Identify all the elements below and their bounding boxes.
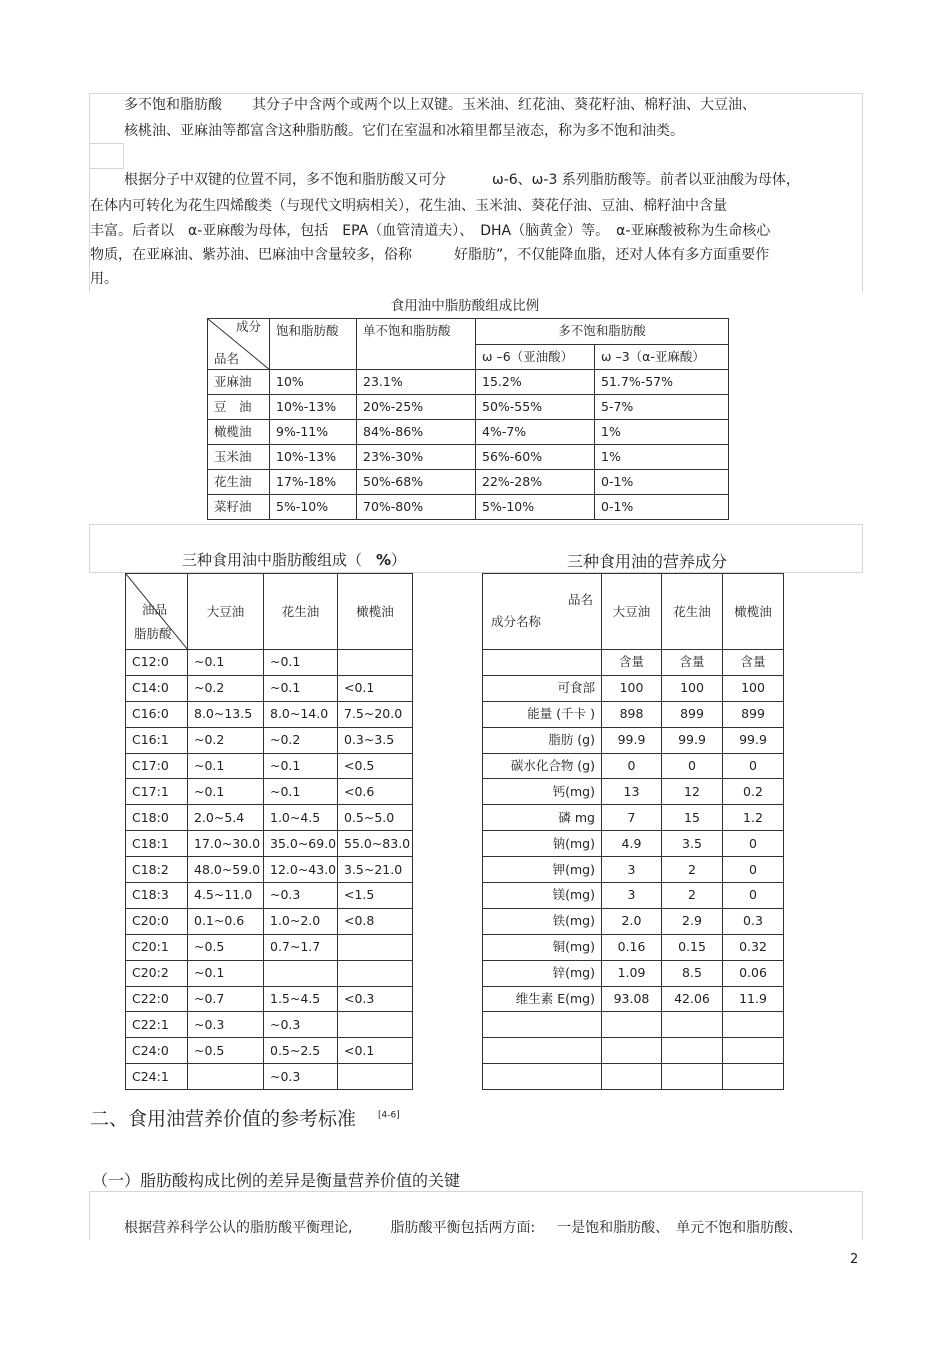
table1-cell: 10%-13% [270,395,357,420]
table3-row-label: 铁(mg) [483,908,602,934]
para2-line-4: 物质，在亚麻油、紫苏油、巴麻油中含量较多，俗称 好脂肪”，不仅能降血脂，还对人体有多方面重要作 [90,247,770,263]
table1-cell: 84%-86% [357,420,476,445]
table3-cell: 2.9 [662,908,723,934]
table3-row-label: 可食部 [483,675,602,701]
table3-row-label: 锌(mg) [483,960,602,986]
table3-row [483,779,784,805]
table3-corner-cell: 品名 成分名称 [483,574,602,650]
table3-cell: 12 [662,779,723,805]
table3-row-label [483,650,602,676]
table3-header-soybean: 大豆油 [602,574,662,650]
table3-cell: 99.9 [723,727,784,753]
table3-cell: 1.09 [602,960,662,986]
table2-cell: 12.0~43.0 [264,857,338,883]
table2-cell [188,1064,264,1090]
table3-cell: 899 [723,701,784,727]
table2-cell: ~0.1 [264,753,338,779]
table2-row-label: C18:3 [126,883,188,909]
table3-cell: 100 [723,675,784,701]
intro-frame-tab [89,143,124,169]
table2-header-soybean: 大豆油 [188,574,264,650]
table3-cell: 0 [662,753,723,779]
table2-cell: ~0.5 [188,1038,264,1064]
table3-row [483,727,784,753]
table3-row [483,701,784,727]
table2-cell [338,934,413,960]
table2-cell: 0.7~1.7 [264,934,338,960]
table3-cell: 3 [602,857,662,883]
table2-header-olive: 橄榄油 [338,574,413,650]
para2-line-1: 根据分子中双键的位置不同，多不饱和脂肪酸又可分 ω-6、ω-3 系列脂肪酸等。前者以亚油酸为母体， [124,172,800,188]
table2-cell: <0.8 [338,908,413,934]
table1-row [208,495,729,520]
table3-cell: 42.06 [662,986,723,1012]
table3-row [483,934,784,960]
table3-row-label: 脂肪 (g) [483,727,602,753]
table2-row-label: C18:2 [126,857,188,883]
table1-cell: 5-7% [595,395,729,420]
table2-cell: <1.5 [338,883,413,909]
table3-cell: 4.9 [602,831,662,857]
table2-row-label: C22:0 [126,986,188,1012]
table3-cell: 7 [602,805,662,831]
page-number: 2 [850,1252,859,1267]
table3-cell: 0.2 [723,779,784,805]
table2-cell: ~0.3 [264,883,338,909]
table1-header-omega6: ω –6（亚油酸） [476,344,595,370]
table3-row-label: 钙(mg) [483,779,602,805]
table2-row-label: C22:1 [126,1012,188,1038]
table3-cell: 2.0 [602,908,662,934]
table2-cell: 1.5~4.5 [264,986,338,1012]
table3-row [483,675,784,701]
table3-body [483,650,784,1090]
table2-row [126,883,413,909]
table2-row [126,779,413,805]
table1-corner-cell: 成分 品名 [208,319,270,370]
table2-row [126,960,413,986]
table2-cell: <0.3 [338,986,413,1012]
table2-cell: <0.5 [338,753,413,779]
table1-header-poly: 多不饱和脂肪酸 [476,319,729,345]
table1-cell: 17%-18% [270,470,357,495]
table1-row-label: 橄榄油 [208,420,270,445]
section-2-heading: 二、食用油营养价值的参考标准 [4-6] [90,1108,400,1130]
table3-row-label: 铜(mg) [483,934,602,960]
table1-row-label: 花生油 [208,470,270,495]
table2-cell: <0.1 [338,675,413,701]
table2-cell: ~0.5 [188,934,264,960]
table3-cell: 898 [602,701,662,727]
citation-ref: [4-6] [378,1110,400,1121]
table2-row-label: C20:1 [126,934,188,960]
table3-row [483,908,784,934]
table1-header-mono: 单不饱和脂肪酸 [357,319,476,370]
table3-row [483,805,784,831]
table3-cell: 2 [662,883,723,909]
table3-row-label: 磷 mg [483,805,602,831]
table2-cell: <0.1 [338,1038,413,1064]
table2-cell: 2.0~5.4 [188,805,264,831]
table1-cell: 1% [595,420,729,445]
table2-row-label: C20:0 [126,908,188,934]
table2-row [126,831,413,857]
term-polyunsaturated: 多不饱和脂肪酸 [124,97,222,113]
nutrition-table [482,573,784,1090]
table2-caption: 三种食用油中脂肪酸组成（ %） [182,551,407,569]
table1-cell: 5%-10% [476,495,595,520]
table3-row-label [483,1012,602,1038]
table3-row [483,753,784,779]
table1-cell: 4%-7% [476,420,595,445]
table1-cell: 0-1% [595,495,729,520]
table3-row-label [483,1038,602,1064]
table3-row [483,986,784,1012]
table2-cell: ~0.2 [188,727,264,753]
table3-cell: 0 [723,857,784,883]
table3-cell: 100 [602,675,662,701]
table3-cell: 15 [662,805,723,831]
table1-header-saturated: 饱和脂肪酸 [270,319,357,370]
table1-row [208,445,729,470]
table3-header-peanut: 花生油 [662,574,723,650]
table1-body [208,370,729,520]
table1-cell: 23.1% [357,370,476,395]
table2-row-label: C17:1 [126,779,188,805]
table2-cell [338,1012,413,1038]
table2-row-label: C18:0 [126,805,188,831]
para2-line-3: 丰富。后者以 α-亚麻酸为母体，包括 EPA（血管清道夫）、 DHA（脑黄金）等。 α-亚麻酸被称为生命核心 [90,223,771,239]
para2-line-5: 用。 [90,271,118,287]
table2-row [126,1064,413,1090]
table1-cell: 5%-10% [270,495,357,520]
section-2-1-heading: （一）脂肪酸构成比例的差异是衡量营养价值的关键 [92,1171,461,1190]
table2-cell: 35.0~69.0 [264,831,338,857]
table3-cell: 含量 [602,650,662,676]
table3-cell: 0.32 [723,934,784,960]
table3-row [483,1038,784,1064]
table3-cell: 8.5 [662,960,723,986]
table2-row [126,701,413,727]
table1-cell: 51.7%-57% [595,370,729,395]
table1-header-omega3: ω –3（α-亚麻酸） [595,344,729,370]
table1-row-label: 亚麻油 [208,370,270,395]
intro-line-1: 多不饱和脂肪酸 其分子中含两个或两个以上双键。玉米油、红花油、葵花籽油、棉籽油、大豆油、 [124,97,756,113]
table3-cell [602,1064,662,1090]
table2-cell: ~0.1 [188,779,264,805]
table3-row-label: 钾(mg) [483,857,602,883]
table3-cell: 0.06 [723,960,784,986]
table1-cell: 50%-55% [476,395,595,420]
fatty-acid-composition-table [125,573,413,1090]
table2-cell: ~0.1 [264,650,338,676]
table2-cell: 0.1~0.6 [188,908,264,934]
table2-body [126,650,413,1090]
table2-row-label: C16:0 [126,701,188,727]
table3-caption: 三种食用油的营养成分 [567,552,728,571]
table2-cell: ~0.7 [188,986,264,1012]
table2-row [126,1012,413,1038]
table2-cell: <0.6 [338,779,413,805]
table3-cell: 1.2 [723,805,784,831]
table2-cell: 0.5~2.5 [264,1038,338,1064]
table3-row [483,883,784,909]
table2-row [126,675,413,701]
table2-row [126,908,413,934]
table2-cell: 8.0~13.5 [188,701,264,727]
table2-cell: ~0.3 [264,1064,338,1090]
last-paragraph-line: 根据营养科学公认的脂肪酸平衡理论, 脂肪酸平衡包括两方面: 一是饱和脂肪酸、 单元不饱和脂肪酸、 [124,1220,803,1236]
table2-cell [338,960,413,986]
table2-row [126,857,413,883]
table1-row-label: 玉米油 [208,445,270,470]
table3-row-label: 维生素 E(mg) [483,986,602,1012]
table3-cell [602,1012,662,1038]
table3-cell: 含量 [723,650,784,676]
table3-row [483,857,784,883]
table3-cell: 11.9 [723,986,784,1012]
table2-row-label: C14:0 [126,675,188,701]
table3-cell [662,1038,723,1064]
table1-row [208,420,729,445]
table2-cell: ~0.3 [264,1012,338,1038]
intro-line-2: 核桃油、亚麻油等都富含这种脂肪酸。它们在室温和冰箱里都呈液态，称为多不饱和油类。 [124,123,684,139]
table2-cell: 8.0~14.0 [264,701,338,727]
table2-cell [264,960,338,986]
table3-cell: 93.08 [602,986,662,1012]
table2-cell [338,1064,413,1090]
para2-line-2: 在体内可转化为花生四烯酸类（与现代文明病相关），花生油、玉米油、葵花仔油、豆油、棉籽油中含量 [90,198,727,214]
table3-row-label: 能量 (千卡 ) [483,701,602,727]
table3-cell [602,1038,662,1064]
table3-cell: 100 [662,675,723,701]
table3-cell [723,1038,784,1064]
table1-row [208,470,729,495]
table2-cell: 48.0~59.0 [188,857,264,883]
table3-row [483,831,784,857]
table2-cell: ~0.1 [188,960,264,986]
table2-cell: 3.5~21.0 [338,857,413,883]
table2-cell: 0.3~3.5 [338,727,413,753]
table3-row-label: 镁(mg) [483,883,602,909]
table2-cell: ~0.1 [188,753,264,779]
table2-cell [338,650,413,676]
table2-cell: ~0.2 [264,727,338,753]
table3-cell [662,1064,723,1090]
table3-cell [662,1012,723,1038]
table2-cell: 1.0~2.0 [264,908,338,934]
table2-row-label: C24:0 [126,1038,188,1064]
table2-cell: 17.0~30.0 [188,831,264,857]
table3-cell [723,1012,784,1038]
table1-caption: 食用油中脂肪酸组成比例 [390,298,540,314]
table3-row [483,960,784,986]
table2-cell: ~0.3 [188,1012,264,1038]
table3-cell: 0 [602,753,662,779]
table3-cell: 0.16 [602,934,662,960]
table1-row-label: 豆 油 [208,395,270,420]
table2-row [126,753,413,779]
table3-row [483,1012,784,1038]
table2-corner-cell: 油品 脂肪酸 [126,574,188,650]
table3-header-olive: 橄榄油 [723,574,784,650]
table1-cell: 56%-60% [476,445,595,470]
table1-cell: 10%-13% [270,445,357,470]
table2-row [126,805,413,831]
table3-cell [723,1064,784,1090]
table2-row-label: C17:0 [126,753,188,779]
table3-cell: 含量 [662,650,723,676]
table2-row-label: C18:1 [126,831,188,857]
table1-cell: 10% [270,370,357,395]
table3-cell: 0 [723,753,784,779]
fatty-acid-ratio-table [207,318,729,520]
table3-cell: 99.9 [602,727,662,753]
table2-row [126,934,413,960]
table2-cell: 55.0~83.0 [338,831,413,857]
table2-row-label: C16:1 [126,727,188,753]
table1-cell: 50%-68% [357,470,476,495]
table1-cell: 20%-25% [357,395,476,420]
table2-cell: ~0.2 [188,675,264,701]
table2-cell: 4.5~11.0 [188,883,264,909]
table1-cell: 23%-30% [357,445,476,470]
table2-row [126,727,413,753]
table2-cell: 0.5~5.0 [338,805,413,831]
table1-cell: 1% [595,445,729,470]
table1-cell: 15.2% [476,370,595,395]
table3-row-label [483,1064,602,1090]
table3-cell: 3.5 [662,831,723,857]
table3-cell: 0 [723,831,784,857]
table1-cell: 22%-28% [476,470,595,495]
table3-row-label: 碳水化合物 (g) [483,753,602,779]
table1-cell: 9%-11% [270,420,357,445]
table3-cell: 3 [602,883,662,909]
table3-cell: 899 [662,701,723,727]
table1-row [208,370,729,395]
table1-row [208,395,729,420]
table1-cell: 0-1% [595,470,729,495]
table2-cell: ~0.1 [264,779,338,805]
table2-cell: ~0.1 [264,675,338,701]
table2-header-peanut: 花生油 [264,574,338,650]
table2-row-label: C24:1 [126,1064,188,1090]
table3-cell: 0 [723,883,784,909]
table3-row-label: 钠(mg) [483,831,602,857]
table3-cell: 0.15 [662,934,723,960]
table2-row [126,1038,413,1064]
table2-row [126,650,413,676]
table3-cell: 99.9 [662,727,723,753]
table3-row [483,1064,784,1090]
table2-row-label: C20:2 [126,960,188,986]
table2-cell: ~0.1 [188,650,264,676]
table1-cell: 70%-80% [357,495,476,520]
table3-row [483,650,784,676]
table3-cell: 2 [662,857,723,883]
table2-cell: 1.0~4.5 [264,805,338,831]
table3-cell: 13 [602,779,662,805]
table2-row [126,986,413,1012]
table2-row-label: C12:0 [126,650,188,676]
table2-cell: 7.5~20.0 [338,701,413,727]
table3-cell: 0.3 [723,908,784,934]
table1-row-label: 菜籽油 [208,495,270,520]
